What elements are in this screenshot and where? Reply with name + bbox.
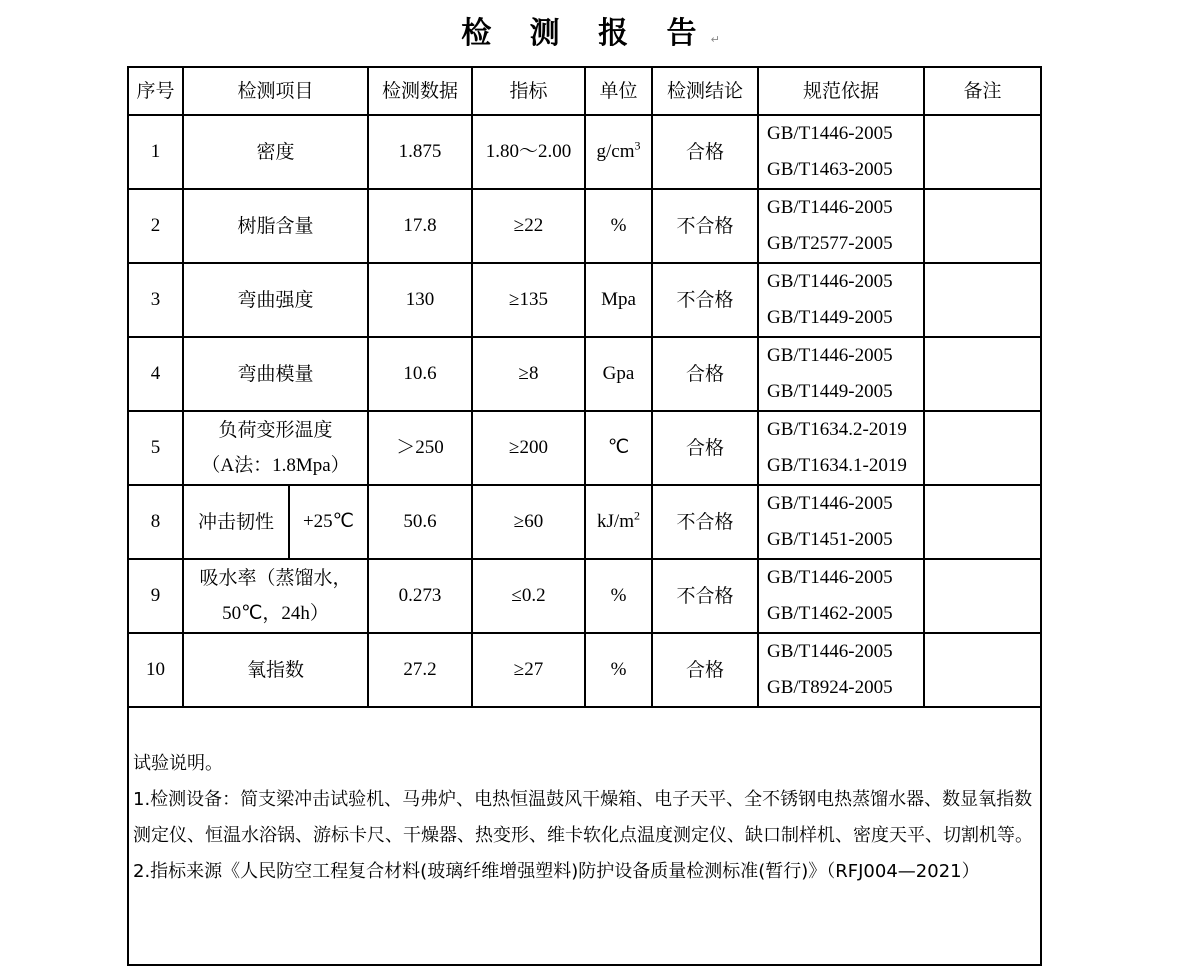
- row-value: 130: [368, 263, 472, 337]
- row-spec: ≥200: [472, 411, 585, 485]
- row-standard: GB/T1446-2005 GB/T1451-2005: [758, 485, 924, 559]
- row-spec: ≥60: [472, 485, 585, 559]
- table-row: [128, 263, 1041, 337]
- row-value: 0.273: [368, 559, 472, 633]
- report-table: [127, 66, 1042, 966]
- row-spec: 1.80～2.00: [472, 115, 585, 189]
- row-spec: ≥8: [472, 337, 585, 411]
- row-no: 10: [128, 633, 183, 707]
- row-spec: ≤0.2: [472, 559, 585, 633]
- header-spec: 指标: [472, 67, 585, 115]
- row-remark: [924, 633, 1041, 707]
- notes-equipment: 1.检测设备：简支梁冲击试验机、马弗炉、电热恒温鼓风干燥箱、电子天平、全不锈钢电热蒸馏水器、数显氧指数测定仪、恒温水浴锅、游标卡尺、干燥器、热变形、维卡软化点温度测定仪、缺口制样机、密度天平、切割机等。: [133, 789, 1033, 846]
- row-result: 合格: [652, 633, 758, 707]
- row-value: 50.6: [368, 485, 472, 559]
- row-unit: $g/cm^3$: [585, 115, 652, 189]
- row-remark: [924, 485, 1041, 559]
- row-remark: [924, 189, 1041, 263]
- row-remark: [924, 559, 1041, 633]
- row-standard: GB/T1446-2005 GB/T1449-2005: [758, 337, 924, 411]
- header-unit: 单位: [585, 67, 652, 115]
- row-no: 2: [128, 189, 183, 263]
- row-value: 10.6: [368, 337, 472, 411]
- row-standard: GB/T1634.2-2019 GB/T1634.1-2019: [758, 411, 924, 485]
- notes-cell: [128, 707, 1041, 965]
- row-standard: GB/T1446-2005 GB/T2577-2005: [758, 189, 924, 263]
- header-result: 检测结论: [652, 67, 758, 115]
- table-row: [128, 337, 1041, 411]
- row-result: 不合格: [652, 263, 758, 337]
- notes-row: [128, 707, 1041, 965]
- header-remark: 备注: [924, 67, 1041, 115]
- header-no: 序号: [128, 67, 183, 115]
- row-value: 27.2: [368, 633, 472, 707]
- row-unit: $kJ/m^2$: [585, 485, 652, 559]
- row-remark: [924, 337, 1041, 411]
- row-standard: GB/T1446-2005 GB/T8924-2005: [758, 633, 924, 707]
- row-item: 密度: [183, 115, 368, 189]
- row-no: 3: [128, 263, 183, 337]
- row-unit: ℃: [585, 411, 652, 485]
- row-item: 氧指数: [183, 633, 368, 707]
- row-standard: GB/T1446-2005 GB/T1449-2005: [758, 263, 924, 337]
- row-remark: [924, 263, 1041, 337]
- table-row: [128, 485, 1041, 559]
- row-unit: %: [585, 559, 652, 633]
- table-header-row: [128, 67, 1041, 115]
- row-spec: ≥22: [472, 189, 585, 263]
- row-unit: %: [585, 633, 652, 707]
- notes-source: 2.指标来源《人民防空工程复合材料(玻璃纤维增强塑料)防护设备质量检测标准(暂行)》（RFJ004—2021）: [133, 861, 980, 882]
- notes-heading: 试验说明。: [133, 753, 223, 774]
- row-spec: ≥27: [472, 633, 585, 707]
- row-standard: GB/T1446-2005 GB/T1463-2005: [758, 115, 924, 189]
- row-no: 4: [128, 337, 183, 411]
- row-unit: Gpa: [585, 337, 652, 411]
- row-remark: [924, 411, 1041, 485]
- header-standard: 规范依据: [758, 67, 924, 115]
- row-item: 弯曲模量: [183, 337, 368, 411]
- header-value: 检测数据: [368, 67, 472, 115]
- row-standard: GB/T1446-2005 GB/T1462-2005: [758, 559, 924, 633]
- row-result: 不合格: [652, 559, 758, 633]
- row-result: 合格: [652, 411, 758, 485]
- table-row: [128, 559, 1041, 633]
- row-item: 负荷变形温度 （A法：1.8Mpa）: [183, 411, 368, 485]
- row-no: 9: [128, 559, 183, 633]
- table-row: [128, 411, 1041, 485]
- report-title: 检 测 报 告↵: [461, 16, 720, 51]
- table-row: [128, 115, 1041, 189]
- row-unit: Mpa: [585, 263, 652, 337]
- row-value: ＞250: [368, 411, 472, 485]
- row-value: 17.8: [368, 189, 472, 263]
- row-result: 不合格: [652, 485, 758, 559]
- row-remark: [924, 115, 1041, 189]
- row-unit: %: [585, 189, 652, 263]
- row-item-condition: +25℃: [289, 485, 368, 559]
- row-item: 吸水率（蒸馏水， 50℃，24h）: [183, 559, 368, 633]
- row-item: 冲击韧性: [183, 485, 289, 559]
- row-item: 树脂含量: [183, 189, 368, 263]
- row-spec: ≥135: [472, 263, 585, 337]
- row-result: 不合格: [652, 189, 758, 263]
- table-row: [128, 633, 1041, 707]
- row-no: 1: [128, 115, 183, 189]
- row-item: 弯曲强度: [183, 263, 368, 337]
- row-value: 1.875: [368, 115, 472, 189]
- row-result: 合格: [652, 337, 758, 411]
- row-result: 合格: [652, 115, 758, 189]
- row-no: 8: [128, 485, 183, 559]
- row-no: 5: [128, 411, 183, 485]
- header-item: 检测项目: [183, 67, 368, 115]
- table-row: [128, 189, 1041, 263]
